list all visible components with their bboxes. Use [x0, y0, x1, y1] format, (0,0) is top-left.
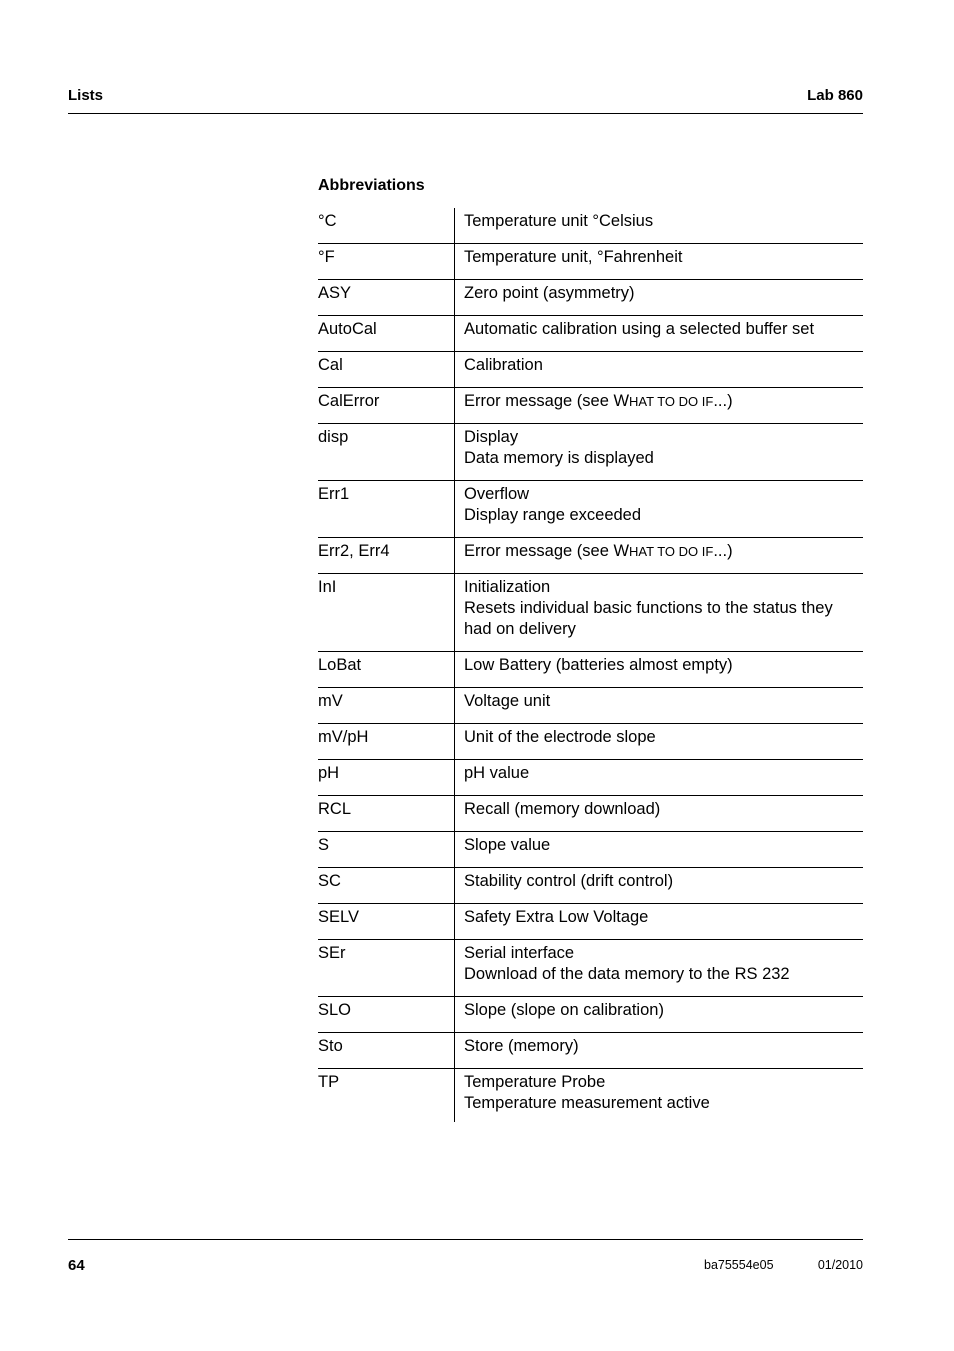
abbreviation-term: ASY [318, 280, 455, 316]
reference-text-pre: Error message (see [464, 542, 614, 560]
table-row [318, 280, 863, 316]
header-product-name: Lab 860 [807, 87, 863, 104]
abbreviation-definition [455, 652, 864, 688]
abbreviation-term: RCL [318, 796, 455, 832]
abbreviation-definition [455, 208, 864, 244]
definition-line: Temperature unit °Celsius [464, 212, 654, 230]
reference-text-cap: W [613, 542, 630, 560]
reference-text-pre: Error message (see [464, 392, 614, 410]
abbreviation-definition [455, 352, 864, 388]
page-header [68, 86, 863, 114]
definition-line: Unit of the electrode slope [464, 728, 656, 746]
reference-text-small: HAT TO DO IF [629, 394, 714, 409]
definition-line: Safety Extra Low Voltage [464, 908, 649, 926]
abbreviation-definition [455, 904, 864, 940]
table-row [318, 724, 863, 760]
abbreviation-definition [455, 280, 864, 316]
definition-line [464, 391, 863, 412]
abbreviations-table [318, 208, 863, 1122]
header-section-name: Lists [68, 87, 104, 104]
document-id: ba75554e05 [704, 1258, 774, 1272]
abbreviation-definition [455, 832, 864, 868]
table-row [318, 1033, 863, 1069]
abbreviation-definition [455, 760, 864, 796]
abbreviation-definition [455, 244, 864, 280]
abbreviation-definition [455, 538, 864, 574]
reference-text-post: ...) [713, 542, 733, 560]
table-row [318, 652, 863, 688]
definition-line: Voltage unit [464, 692, 551, 710]
table-row [318, 940, 863, 997]
definition-line: Calibration [464, 356, 543, 374]
abbreviation-definition [455, 796, 864, 832]
abbreviation-definition [455, 424, 864, 481]
definition-line [464, 541, 863, 562]
abbreviation-term: Err1 [318, 481, 455, 538]
abbreviation-term: disp [318, 424, 455, 481]
abbreviation-definition [455, 1033, 864, 1069]
definition-line: Initialization [464, 578, 551, 596]
abbreviation-term: AutoCal [318, 316, 455, 352]
definition-line: Low Battery (batteries almost empty) [464, 656, 733, 674]
table-row [318, 997, 863, 1033]
abbreviation-term: SEr [318, 940, 455, 997]
document-date: 01/2010 [817, 1258, 863, 1272]
page-footer [68, 1239, 863, 1274]
definition-line: Temperature Probe [464, 1073, 606, 1091]
abbreviation-definition [455, 868, 864, 904]
abbreviation-definition [455, 316, 864, 352]
table-row [318, 388, 863, 424]
abbreviation-term: Cal [318, 352, 455, 388]
abbreviation-term: Err2, Err4 [318, 538, 455, 574]
abbreviation-term: SLO [318, 997, 455, 1033]
abbreviation-term: °F [318, 244, 455, 280]
table-row [318, 481, 863, 538]
definition-line: Download of the data memory to the RS 232 [464, 965, 790, 983]
abbreviation-term: Sto [318, 1033, 455, 1069]
table-row [318, 832, 863, 868]
table-row [318, 904, 863, 940]
abbreviation-definition [455, 574, 864, 652]
abbreviation-term: pH [318, 760, 455, 796]
definition-line: Data memory is displayed [464, 449, 654, 467]
table-row [318, 868, 863, 904]
definition-line: Display range exceeded [464, 506, 642, 524]
abbreviation-term: °C [318, 208, 455, 244]
abbreviation-term: mV/pH [318, 724, 455, 760]
definition-line: Temperature unit, °Fahrenheit [464, 248, 683, 266]
abbreviation-definition [455, 1069, 864, 1123]
abbreviation-definition [455, 481, 864, 538]
table-row [318, 208, 863, 244]
abbreviation-definition [455, 940, 864, 997]
abbreviation-definition [455, 724, 864, 760]
definition-line: Resets individual basic functions to the status they had on delivery [464, 599, 833, 638]
abbreviation-term: SC [318, 868, 455, 904]
abbreviation-term: SELV [318, 904, 455, 940]
definition-line: Serial interface [464, 944, 575, 962]
section-title: Abbreviations [318, 177, 425, 194]
abbreviation-definition [455, 997, 864, 1033]
abbreviation-term: TP [318, 1069, 455, 1123]
abbreviation-term: mV [318, 688, 455, 724]
definition-line: Slope (slope on calibration) [464, 1001, 664, 1019]
table-row [318, 424, 863, 481]
table-row [318, 352, 863, 388]
table-row [318, 538, 863, 574]
definition-line: Slope value [464, 836, 551, 854]
table-row [318, 796, 863, 832]
reference-text-post: ...) [713, 392, 733, 410]
abbreviation-term: LoBat [318, 652, 455, 688]
table-row [318, 688, 863, 724]
definition-line: Zero point (asymmetry) [464, 284, 635, 302]
abbreviation-term: InI [318, 574, 455, 652]
definition-line: Store (memory) [464, 1037, 579, 1055]
table-row [318, 244, 863, 280]
definition-line: Stability control (drift control) [464, 872, 674, 890]
page-number: 64 [68, 1257, 85, 1274]
table-row [318, 1069, 863, 1123]
abbreviation-definition [455, 688, 864, 724]
abbreviation-term: CalError [318, 388, 455, 424]
definition-line: Automatic calibration using a selected buffer set [464, 320, 815, 338]
table-row [318, 760, 863, 796]
table-row [318, 574, 863, 652]
definition-line: Recall (memory download) [464, 800, 661, 818]
definition-line: Temperature measurement active [464, 1094, 710, 1112]
reference-text-small: HAT TO DO IF [629, 544, 714, 559]
definition-line: Overflow [464, 485, 530, 503]
table-row [318, 316, 863, 352]
abbreviation-term: S [318, 832, 455, 868]
definition-line: pH value [464, 764, 530, 782]
abbreviation-definition [455, 388, 864, 424]
abbreviations-table-body [318, 208, 863, 1122]
reference-text-cap: W [613, 392, 630, 410]
definition-line: Display [464, 428, 519, 446]
